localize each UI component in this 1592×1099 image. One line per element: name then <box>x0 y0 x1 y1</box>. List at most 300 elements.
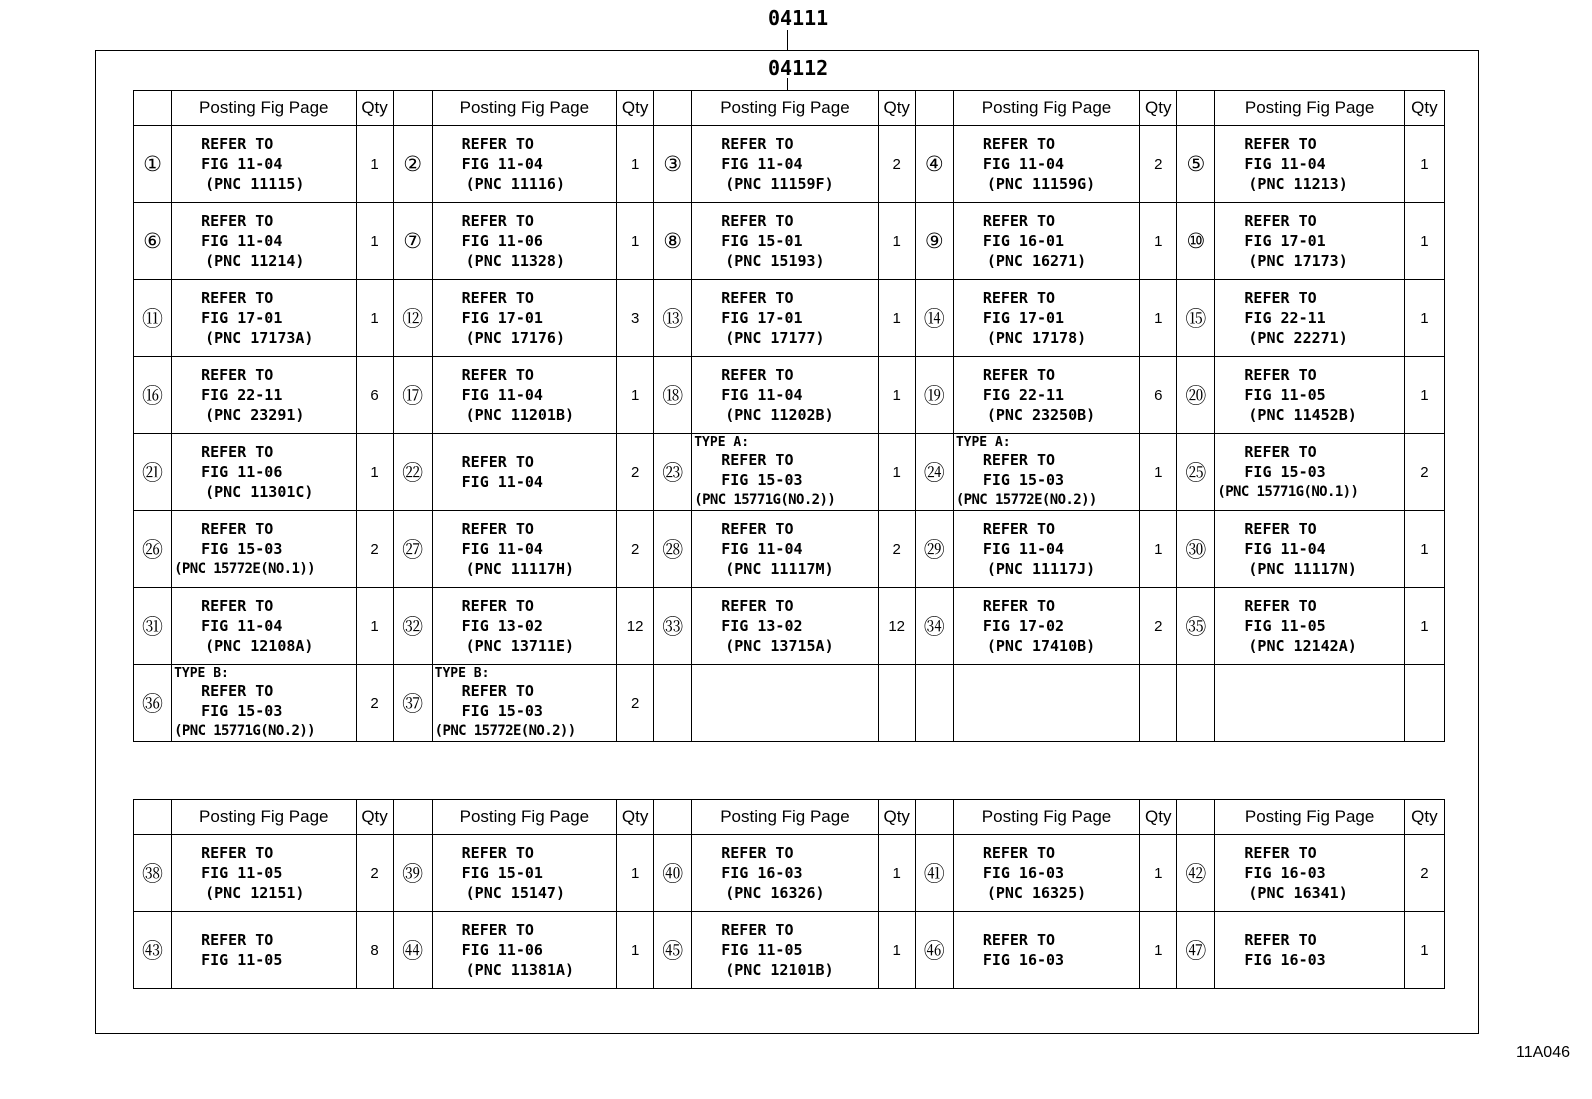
item-number: ⑪ <box>134 280 172 357</box>
pnc-ref: (PNC 22271) <box>1248 329 1348 347</box>
refer-to-text: REFER TO <box>982 520 1056 538</box>
refer-to-text: REFER TO <box>721 844 794 862</box>
header-num-cell <box>1177 91 1215 126</box>
refer-to-text: REFER TO <box>982 289 1056 307</box>
quantity: 2 <box>617 665 654 742</box>
quantity: 12 <box>878 588 915 665</box>
quantity: 2 <box>878 511 915 588</box>
figure-code: 11A046 <box>1516 1044 1570 1061</box>
refer-to-text: REFER TO <box>201 289 274 307</box>
quantity: 2 <box>356 665 393 742</box>
header-num-cell <box>393 91 432 126</box>
refer-to-text: REFER TO <box>461 520 534 538</box>
refer-to-text: REFER TO <box>201 681 274 700</box>
reference-cell <box>953 434 1139 511</box>
item-number: ㉑ <box>134 434 172 511</box>
reference-cell <box>172 434 356 511</box>
quantity: 2 <box>1140 588 1177 665</box>
reference-table-2 <box>133 799 1445 989</box>
refer-to-text: REFER TO <box>1244 366 1317 384</box>
pnc-ref: (PNC 16341) <box>1248 884 1348 902</box>
quantity <box>1140 665 1177 742</box>
refer-to-text: REFER TO <box>721 366 794 384</box>
item-number: ㉖ <box>134 511 172 588</box>
item-number: ㊻ <box>915 912 953 989</box>
refer-to-text: REFER TO <box>721 520 794 538</box>
pnc-ref: (PNC 11159F) <box>725 175 834 193</box>
table-row <box>134 126 1445 203</box>
quantity: 1 <box>878 912 915 989</box>
refer-to-text: REFER TO <box>461 366 534 384</box>
header-num-cell <box>134 91 172 126</box>
refer-to-text: REFER TO <box>721 135 794 153</box>
reference-cell <box>172 511 356 588</box>
reference-cell <box>172 835 356 912</box>
quantity: 2 <box>617 511 654 588</box>
quantity: 2 <box>356 511 393 588</box>
header-qty: Qty <box>356 91 393 126</box>
figure-ref: FIG 17-01 <box>461 309 543 327</box>
quantity: 1 <box>1140 280 1177 357</box>
refer-to-text: REFER TO <box>201 135 274 153</box>
figure-ref: FIG 13-02 <box>461 617 543 635</box>
item-number: ② <box>393 126 432 203</box>
assembly-label-outer: 04111 <box>768 6 829 30</box>
item-number: ⑰ <box>393 357 432 434</box>
refer-to-text: REFER TO <box>721 597 794 615</box>
header-num-cell <box>915 800 953 835</box>
figure-ref: FIG 11-04 <box>982 155 1065 173</box>
reference-cell <box>432 434 616 511</box>
reference-cell <box>1215 434 1404 511</box>
quantity: 1 <box>617 357 654 434</box>
refer-to-text: REFER TO <box>201 443 274 461</box>
figure-ref: FIG 17-01 <box>982 309 1065 327</box>
item-number: ㉓ <box>654 434 692 511</box>
table-row <box>134 588 1445 665</box>
reference-cell <box>1215 511 1404 588</box>
quantity: 1 <box>1404 588 1444 665</box>
figure-ref: FIG 11-04 <box>461 386 543 404</box>
reference-cell <box>692 511 878 588</box>
item-number: ㉒ <box>393 434 432 511</box>
figure-ref: FIG 11-06 <box>461 941 543 959</box>
header-row <box>134 800 1445 835</box>
pnc-ref: (PNC 16325) <box>986 884 1087 902</box>
header-qty: Qty <box>878 91 915 126</box>
pnc-ref: (PNC 12151) <box>205 884 305 902</box>
quantity: 1 <box>1140 511 1177 588</box>
figure-ref: FIG 11-04 <box>721 540 803 558</box>
item-number: ⑫ <box>393 280 432 357</box>
quantity: 1 <box>878 203 915 280</box>
item-number: ㉘ <box>654 511 692 588</box>
quantity: 1 <box>617 126 654 203</box>
refer-to-text: REFER TO <box>461 289 534 307</box>
pnc-ref: (PNC 23291) <box>205 406 305 424</box>
header-num-cell <box>915 91 953 126</box>
item-number: ⑯ <box>134 357 172 434</box>
quantity: 1 <box>878 835 915 912</box>
refer-to-text: REFER TO <box>1244 212 1317 230</box>
header-posting: Posting Fig Page <box>692 91 878 126</box>
item-number: ⑱ <box>654 357 692 434</box>
reference-cell <box>1215 126 1404 203</box>
figure-ref: FIG 16-03 <box>1244 951 1326 969</box>
header-qty: Qty <box>617 800 654 835</box>
item-number: ⑮ <box>1177 280 1215 357</box>
reference-cell <box>432 835 616 912</box>
quantity: 1 <box>356 434 393 511</box>
item-number: ㊹ <box>393 912 432 989</box>
item-number: ① <box>134 126 172 203</box>
figure-ref: FIG 11-04 <box>461 473 543 491</box>
quantity: 8 <box>356 912 393 989</box>
item-number: ㊺ <box>654 912 692 989</box>
pnc-ref: (PNC 15771G(NO.1)) <box>1217 484 1359 500</box>
refer-to-text: REFER TO <box>982 931 1056 949</box>
header-posting: Posting Fig Page <box>172 800 356 835</box>
reference-table-1 <box>133 90 1445 742</box>
pnc-ref: (PNC 11301C) <box>205 483 314 501</box>
refer-to-text: REFER TO <box>982 366 1056 384</box>
item-number: ㉜ <box>393 588 432 665</box>
refer-to-text: REFER TO <box>461 681 534 700</box>
figure-ref: FIG 16-03 <box>982 864 1065 882</box>
header-num-cell <box>393 800 432 835</box>
item-number: ⑨ <box>915 203 953 280</box>
quantity: 1 <box>1404 203 1444 280</box>
quantity: 6 <box>1140 357 1177 434</box>
figure-ref: FIG 11-04 <box>982 540 1065 558</box>
reference-cell <box>432 912 616 989</box>
figure-ref: FIG 17-02 <box>982 617 1065 635</box>
refer-to-text: REFER TO <box>201 366 274 384</box>
quantity: 1 <box>878 357 915 434</box>
item-number <box>1177 665 1215 742</box>
refer-to-text: REFER TO <box>461 921 534 939</box>
reference-cell <box>432 126 616 203</box>
item-number: ㊶ <box>915 835 953 912</box>
table-row <box>134 835 1445 912</box>
item-number: ㉚ <box>1177 511 1215 588</box>
refer-to-text: REFER TO <box>461 135 534 153</box>
refer-to-text: REFER TO <box>982 597 1056 615</box>
figure-ref: FIG 16-03 <box>1244 864 1326 882</box>
reference-cell <box>953 280 1139 357</box>
pnc-ref: (PNC 16326) <box>725 884 825 902</box>
refer-to-text: REFER TO <box>982 450 1056 469</box>
figure-ref: FIG 11-04 <box>461 155 543 173</box>
item-number: ⑥ <box>134 203 172 280</box>
refer-to-text: REFER TO <box>1244 931 1317 949</box>
figure-ref: FIG 15-03 <box>721 470 803 489</box>
pnc-ref: (PNC 11328) <box>465 252 565 270</box>
reference-cell <box>953 511 1139 588</box>
item-number: ⑲ <box>915 357 953 434</box>
figure-ref: FIG 11-04 <box>201 232 283 250</box>
figure-ref: FIG 17-01 <box>201 309 283 327</box>
item-number: ⑧ <box>654 203 692 280</box>
reference-cell <box>1215 588 1404 665</box>
figure-ref: FIG 11-05 <box>201 864 283 882</box>
header-num-cell <box>1177 800 1215 835</box>
item-number: ㊵ <box>654 835 692 912</box>
reference-cell <box>432 665 616 742</box>
reference-cell <box>692 280 878 357</box>
pnc-ref: (PNC 11115) <box>205 175 305 193</box>
quantity: 12 <box>617 588 654 665</box>
pnc-ref: (PNC 13711E) <box>465 637 575 655</box>
figure-ref: FIG 22-11 <box>982 386 1065 404</box>
pnc-ref: (PNC 15771G(NO.2)) <box>694 491 836 508</box>
item-number: ⑤ <box>1177 126 1215 203</box>
header-qty: Qty <box>1404 91 1444 126</box>
reference-cell <box>692 588 878 665</box>
reference-cell <box>692 912 878 989</box>
item-number: ㊳ <box>134 835 172 912</box>
quantity: 1 <box>1404 511 1444 588</box>
reference-cell <box>953 665 1139 742</box>
item-number: ㊲ <box>393 665 432 742</box>
figure-ref: FIG 11-05 <box>1244 386 1326 404</box>
figure-ref: FIG 11-05 <box>201 951 283 969</box>
refer-to-text: REFER TO <box>1244 443 1317 461</box>
refer-to-text: REFER TO <box>982 844 1056 862</box>
pnc-ref: (PNC 11117N) <box>1248 560 1357 578</box>
quantity: 2 <box>356 835 393 912</box>
figure-ref: FIG 15-03 <box>1244 463 1326 481</box>
header-posting: Posting Fig Page <box>953 800 1139 835</box>
item-number: ④ <box>915 126 953 203</box>
quantity: 3 <box>617 280 654 357</box>
figure-ref: FIG 22-11 <box>1244 309 1326 327</box>
reference-cell <box>172 203 356 280</box>
pnc-ref: (PNC 17177) <box>725 329 825 347</box>
pnc-ref: (PNC 11452B) <box>1248 406 1357 424</box>
item-number: ⑩ <box>1177 203 1215 280</box>
quantity: 1 <box>617 835 654 912</box>
reference-cell <box>692 665 878 742</box>
figure-ref: FIG 13-02 <box>721 617 803 635</box>
reference-cell <box>1215 203 1404 280</box>
reference-cell <box>172 588 356 665</box>
item-number <box>915 665 953 742</box>
reference-cell <box>432 511 616 588</box>
type-label: TYPE A: <box>955 434 1011 450</box>
header-num-cell <box>654 91 692 126</box>
reference-cell <box>172 126 356 203</box>
reference-cell <box>1215 280 1404 357</box>
reference-cell <box>432 280 616 357</box>
type-label: TYPE A: <box>694 434 750 450</box>
pnc-ref: (PNC 11116) <box>465 175 565 193</box>
figure-ref: FIG 15-03 <box>201 540 283 558</box>
header-qty: Qty <box>878 800 915 835</box>
reference-cell <box>172 357 356 434</box>
table-row <box>134 912 1445 989</box>
refer-to-text: REFER TO <box>721 289 794 307</box>
quantity: 2 <box>1404 835 1444 912</box>
item-number: ㉟ <box>1177 588 1215 665</box>
pnc-ref: (PNC 17176) <box>465 329 565 347</box>
figure-ref: FIG 15-03 <box>982 470 1065 489</box>
figure-ref: FIG 16-03 <box>982 951 1065 969</box>
item-number: ⑬ <box>654 280 692 357</box>
header-qty: Qty <box>1140 800 1177 835</box>
refer-to-text: REFER TO <box>461 212 534 230</box>
table-row <box>134 357 1445 434</box>
quantity: 1 <box>1140 912 1177 989</box>
quantity: 2 <box>878 126 915 203</box>
reference-cell <box>172 280 356 357</box>
figure-ref: FIG 15-03 <box>461 701 543 720</box>
figure-ref: FIG 15-03 <box>201 701 283 720</box>
figure-ref: FIG 11-04 <box>721 155 803 173</box>
quantity <box>1404 665 1444 742</box>
figure-ref: FIG 16-03 <box>721 864 803 882</box>
figure-ref: FIG 16-01 <box>982 232 1065 250</box>
reference-cell <box>953 203 1139 280</box>
pnc-ref: (PNC 17178) <box>986 329 1087 347</box>
table-row <box>134 665 1445 742</box>
header-qty: Qty <box>617 91 654 126</box>
pnc-ref: (PNC 16271) <box>986 252 1087 270</box>
figure-ref: FIG 15-01 <box>461 864 543 882</box>
quantity: 1 <box>617 203 654 280</box>
item-number: ㉝ <box>654 588 692 665</box>
quantity: 1 <box>356 588 393 665</box>
figure-ref: FIG 11-05 <box>721 941 803 959</box>
quantity: 1 <box>1404 126 1444 203</box>
refer-to-text: REFER TO <box>1244 520 1317 538</box>
header-posting: Posting Fig Page <box>692 800 878 835</box>
quantity: 1 <box>878 280 915 357</box>
figure-ref: FIG 11-06 <box>461 232 543 250</box>
figure-ref: FIG 11-04 <box>1244 155 1326 173</box>
pnc-ref: (PNC 17173A) <box>205 329 314 347</box>
item-number: ㊼ <box>1177 912 1215 989</box>
pnc-ref: (PNC 11117H) <box>465 560 575 578</box>
item-number: ㊸ <box>134 912 172 989</box>
header-qty: Qty <box>1404 800 1444 835</box>
quantity: 1 <box>1140 434 1177 511</box>
reference-cell <box>692 835 878 912</box>
quantity: 2 <box>1140 126 1177 203</box>
refer-to-text: REFER TO <box>201 931 274 949</box>
quantity: 1 <box>1404 357 1444 434</box>
pnc-ref: (PNC 11202B) <box>725 406 834 424</box>
pnc-ref: (PNC 11381A) <box>465 961 575 979</box>
item-number: ③ <box>654 126 692 203</box>
reference-cell <box>1215 912 1404 989</box>
pnc-ref: (PNC 23250B) <box>986 406 1096 424</box>
refer-to-text: REFER TO <box>721 212 794 230</box>
header-posting: Posting Fig Page <box>172 91 356 126</box>
reference-cell <box>953 126 1139 203</box>
figure-ref: FIG 17-01 <box>1244 232 1326 250</box>
reference-cell <box>172 912 356 989</box>
header-posting: Posting Fig Page <box>1215 91 1404 126</box>
table-row <box>134 280 1445 357</box>
refer-to-text: REFER TO <box>1244 135 1317 153</box>
table-row <box>134 203 1445 280</box>
reference-cell <box>692 126 878 203</box>
figure-ref: FIG 11-06 <box>201 463 283 481</box>
item-number: ㊴ <box>393 835 432 912</box>
header-qty: Qty <box>1140 91 1177 126</box>
refer-to-text: REFER TO <box>201 844 274 862</box>
refer-to-text: REFER TO <box>721 450 794 469</box>
refer-to-text: REFER TO <box>461 844 534 862</box>
quantity: 1 <box>617 912 654 989</box>
figure-ref: FIG 17-01 <box>721 309 803 327</box>
item-number: ㉔ <box>915 434 953 511</box>
item-number: ㉗ <box>393 511 432 588</box>
figure-ref: FIG 11-04 <box>1244 540 1326 558</box>
refer-to-text: REFER TO <box>201 212 274 230</box>
pnc-ref: (PNC 11117M) <box>725 560 834 578</box>
item-number <box>654 665 692 742</box>
quantity: 1 <box>356 280 393 357</box>
item-number: ㊷ <box>1177 835 1215 912</box>
figure-ref: FIG 15-01 <box>721 232 803 250</box>
figure-ref: FIG 11-04 <box>721 386 803 404</box>
refer-to-text: REFER TO <box>201 520 274 538</box>
assembly-label-inner: 04112 <box>768 56 829 80</box>
header-posting: Posting Fig Page <box>1215 800 1404 835</box>
refer-to-text: REFER TO <box>982 212 1056 230</box>
reference-cell <box>432 203 616 280</box>
reference-cell <box>953 912 1139 989</box>
reference-cell <box>1215 835 1404 912</box>
pnc-ref: (PNC 17173) <box>1248 252 1348 270</box>
pnc-ref: (PNC 13715A) <box>725 637 834 655</box>
quantity: 1 <box>356 203 393 280</box>
figure-ref: FIG 11-04 <box>201 617 283 635</box>
item-number: ⑳ <box>1177 357 1215 434</box>
pnc-ref: (PNC 11117J) <box>986 560 1096 578</box>
header-num-cell <box>654 800 692 835</box>
type-label: TYPE B: <box>434 665 490 681</box>
quantity: 1 <box>878 434 915 511</box>
quantity: 2 <box>617 434 654 511</box>
pnc-ref: (PNC 12101B) <box>725 961 834 979</box>
reference-cell <box>692 357 878 434</box>
quantity: 6 <box>356 357 393 434</box>
reference-cell <box>432 588 616 665</box>
quantity: 1 <box>1140 203 1177 280</box>
figure-ref: FIG 22-11 <box>201 386 283 404</box>
refer-to-text: REFER TO <box>461 597 534 615</box>
header-posting: Posting Fig Page <box>432 800 616 835</box>
pnc-ref: (PNC 15772E(NO.2)) <box>955 491 1097 508</box>
item-number: ㊱ <box>134 665 172 742</box>
pnc-ref: (PNC 15772E(NO.1)) <box>174 561 315 577</box>
header-num-cell <box>134 800 172 835</box>
quantity: 1 <box>356 126 393 203</box>
pnc-ref: (PNC 17410B) <box>986 637 1096 655</box>
reference-cell <box>172 665 356 742</box>
type-label: TYPE B: <box>174 665 229 681</box>
leader-line-outer <box>787 30 788 50</box>
quantity: 1 <box>1140 835 1177 912</box>
item-number: ⑦ <box>393 203 432 280</box>
refer-to-text: REFER TO <box>201 597 274 615</box>
reference-cell <box>692 203 878 280</box>
reference-cell <box>432 357 616 434</box>
pnc-ref: (PNC 11201B) <box>465 406 575 424</box>
